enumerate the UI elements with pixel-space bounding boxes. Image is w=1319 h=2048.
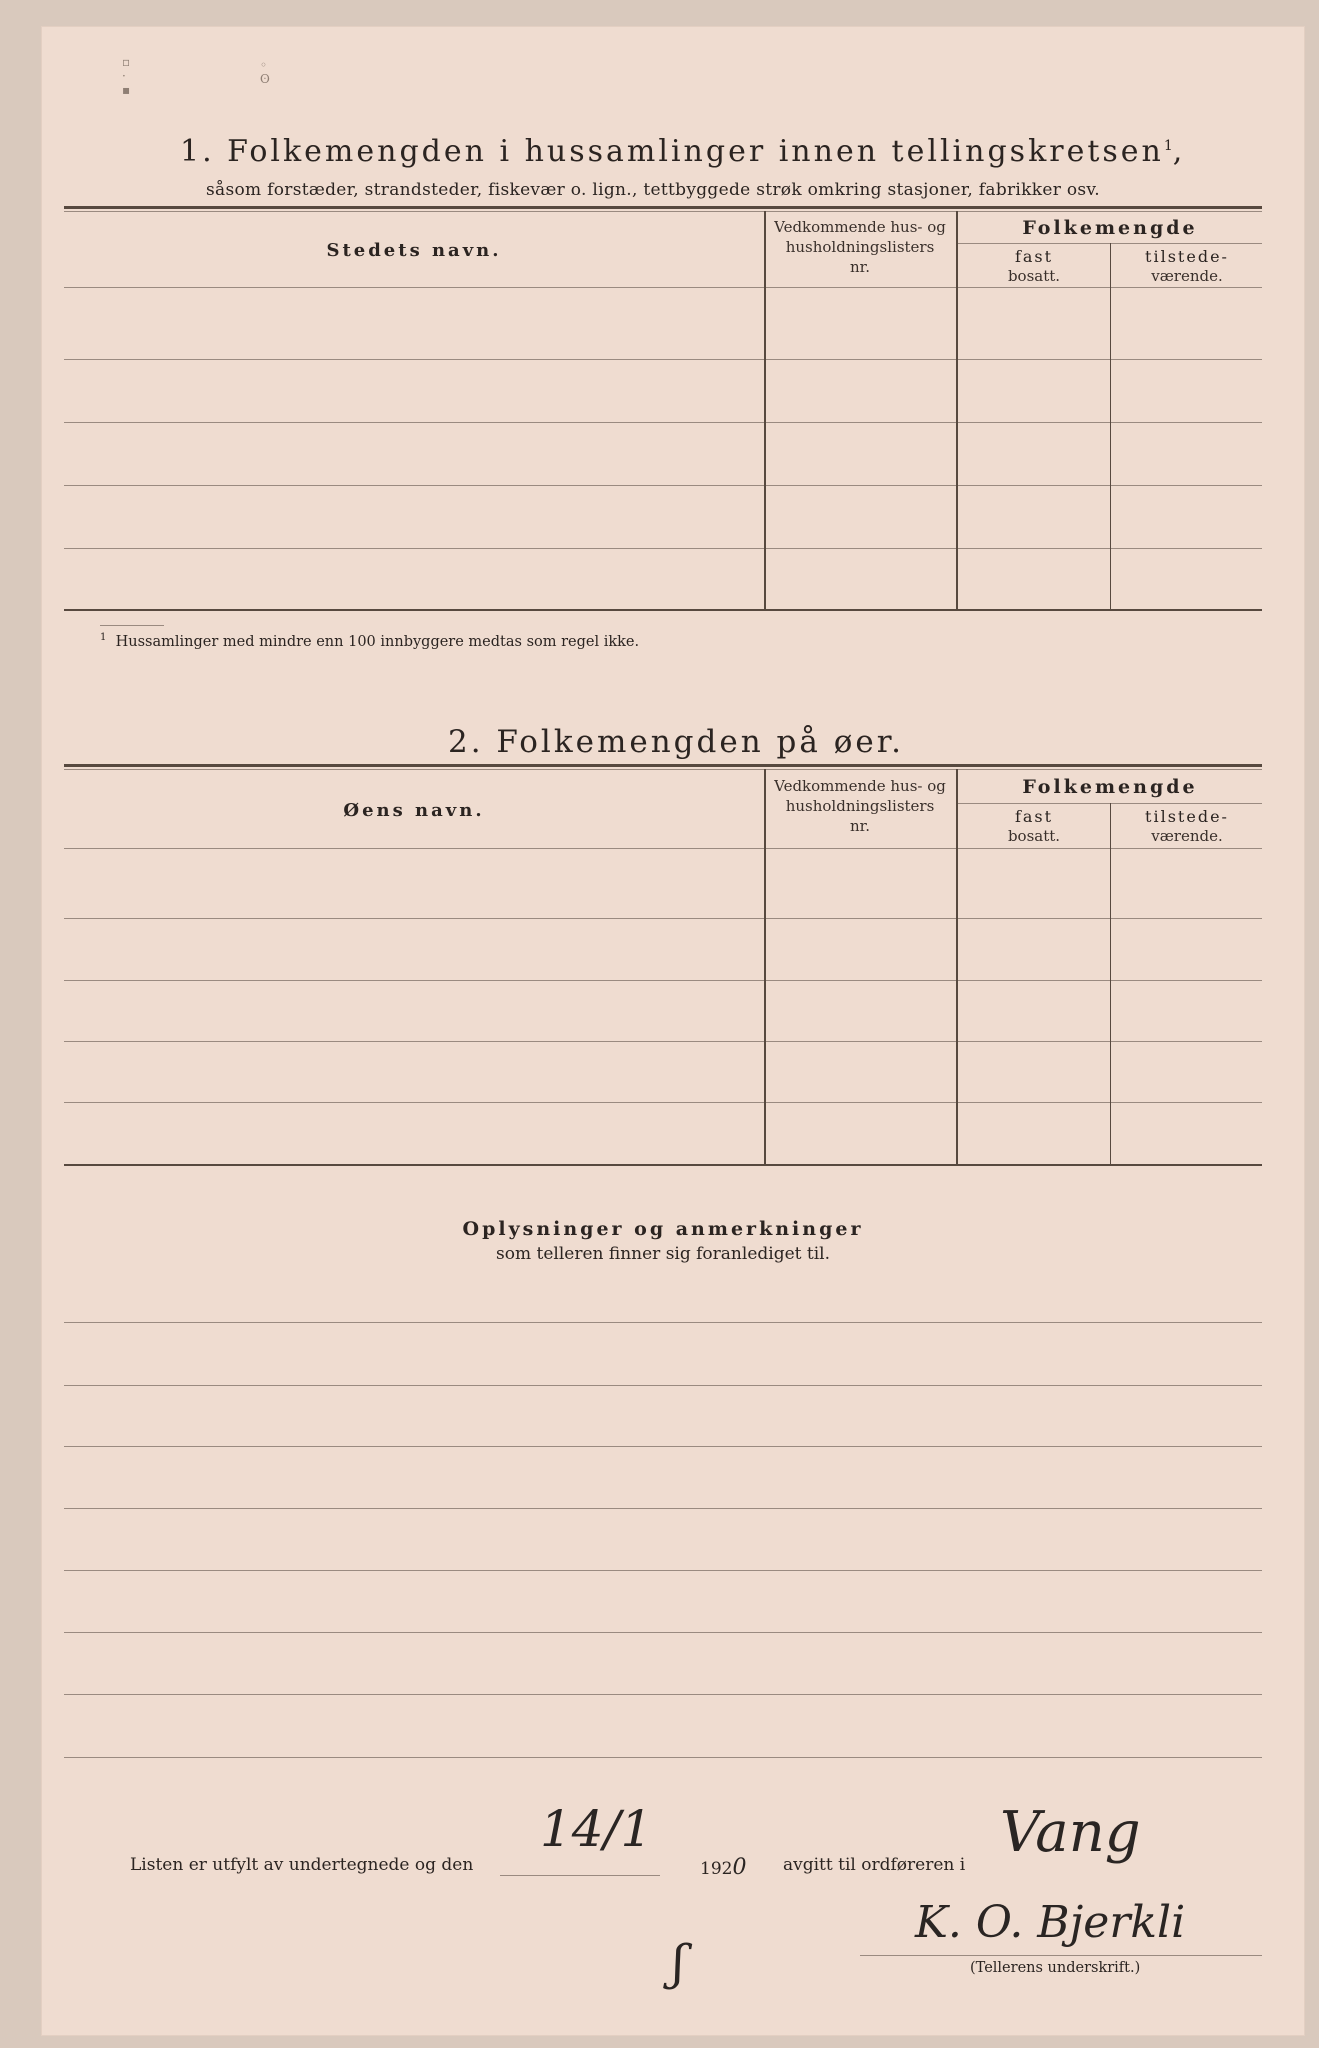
footer-ordforer: avgitt til ordføreren i	[783, 1855, 966, 1875]
footer-statement: Listen er utfylt av undertegnede og den	[130, 1855, 474, 1875]
table1-col-pop: Folkemengde	[1022, 217, 1198, 239]
table2-col-tilstede: tilstede- værende.	[1145, 807, 1229, 845]
table2-col-name: Øens navn.	[343, 800, 485, 821]
handwritten-date: 14/1	[540, 1800, 653, 1858]
remarks-line	[64, 1570, 1262, 1571]
footnote: $^1$ Hussamlinger med mindre enn 100 innbyggere medtas som regel ikke.	[100, 632, 640, 650]
footer-year: 1920	[700, 1855, 747, 1880]
remarks-line	[64, 1446, 1262, 1447]
remarks-line	[64, 1757, 1262, 1758]
handwritten-signature: K. O. Bjerkli	[915, 1897, 1186, 1948]
remarks-line	[64, 1694, 1262, 1695]
corner-marks-2: ◦ ʘ	[260, 58, 270, 86]
table2-bottom-rule	[64, 1164, 1262, 1166]
table1-top-rule	[64, 206, 1262, 209]
table1-col-tilstede: tilstede- værende.	[1145, 247, 1229, 285]
signature-caption: (Tellerens underskrift.)	[970, 1960, 1141, 1976]
table1-col-fast: fast bosatt.	[1007, 247, 1061, 285]
handwritten-place: Vang	[1000, 1800, 1141, 1865]
remarks-title: Oplysninger og anmerkninger	[462, 1218, 864, 1240]
remarks-line	[64, 1632, 1262, 1633]
table2-col-list: Vedkommende hus- og husholdningslisters nr.	[774, 777, 946, 835]
form-sheet	[41, 26, 1305, 2036]
remarks-line	[64, 1385, 1262, 1386]
table2-col-fast: fast bosatt.	[1007, 807, 1061, 845]
table2-col-pop: Folkemengde	[1022, 776, 1198, 798]
corner-marks: ▫ · ▪	[122, 55, 131, 97]
section1-subtitle: såsom forstæder, strandsteder, fiskevær o. lign., tettbyggede strøk omkring stasjoner, fabrikker osv.	[206, 180, 1101, 200]
table1-col-list: Vedkommende hus- og husholdningslisters nr.	[774, 218, 946, 276]
handwritten-mark: ʃ	[672, 1935, 686, 1991]
remarks-subtitle: som telleren finner sig foranlediget til.	[496, 1244, 830, 1264]
remarks-line	[64, 1322, 1262, 1323]
table1-col-name: Stedets navn.	[326, 240, 502, 261]
remarks-line	[64, 1508, 1262, 1509]
section1-title: 1. Folkemengden i hussamlinger innen tellingskretsen$^1$,	[180, 134, 1186, 169]
section2-title: 2. Folkemengden på øer.	[448, 724, 904, 760]
table2-top-rule	[64, 764, 1262, 767]
table1-bottom-rule	[64, 609, 1262, 611]
